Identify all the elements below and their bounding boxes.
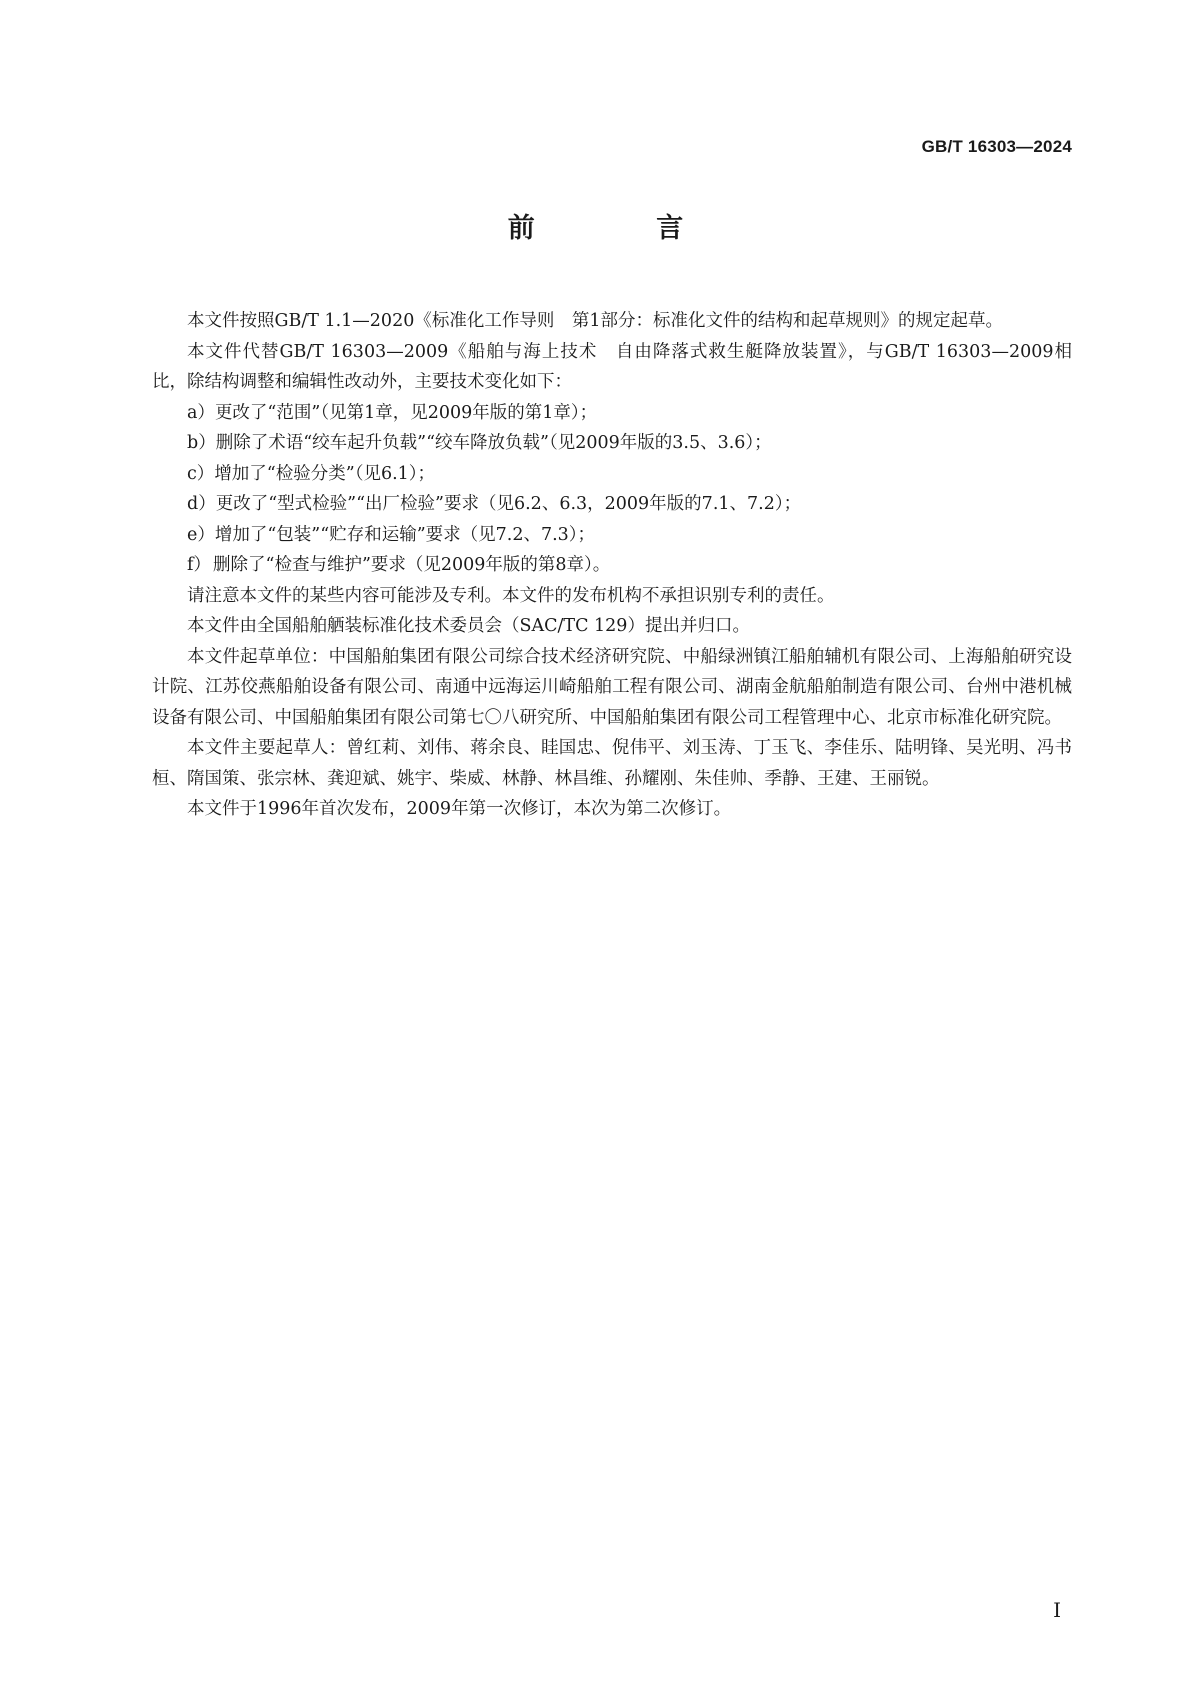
list-item <box>152 459 1072 490</box>
list-item-label: e） <box>187 524 215 545</box>
list-item <box>152 398 1072 429</box>
list-item-text: 增加了“检验分类”（见6.1）； <box>214 463 436 484</box>
list-item-label: a） <box>187 402 215 423</box>
list-item-label: c） <box>187 463 215 484</box>
list-item-text: 更改了“范围”（见第1章，见2009年版的第1章）； <box>214 402 598 423</box>
list-item-label: b） <box>187 433 216 453</box>
list-item-label: f） <box>187 555 211 575</box>
page-title: 前 言 <box>507 213 740 244</box>
list-item-text: 更改了“型式检验”“出厂检验”要求（见6.2、6.3，2009年版的7.1、7.2）； <box>215 494 802 514</box>
page-number: I <box>1053 1598 1061 1622</box>
list-item <box>152 428 1072 459</box>
paragraph-drafters: 本文件主要起草人：曾红莉、刘伟、蒋余良、眭国忠、倪伟平、刘玉涛、丁玉飞、李佳乐、陆明锋、吴光明、冯书桓、隋国策、张宗林、龚迎斌、姚宇、柴威、林静、林昌维、孙耀刚、朱佳帅、季静、王建、王丽锐。 <box>152 738 1072 789</box>
paragraph-replacement: 本文件代替GB/T 16303—2009《船舶与海上技术 自由降落式救生艇降放装置》，与GB/T 16303—2009相比，除结构调整和编辑性改动外，主要技术变化如下： <box>152 341 1072 392</box>
paragraph-proposer: 本文件由全国船舶舾装标准化技术委员会（SAC/TC 129）提出并归口。 <box>187 616 750 636</box>
paragraph-drafting-rules: 本文件按照GB/T 1.1—2020《标准化工作导则 第1部分：标准化文件的结构和起草规则》的规定起草。 <box>187 311 1003 331</box>
paragraph-publication-history: 本文件于1996年首次发布，2009年第一次修订，本次为第二次修订。 <box>187 799 732 819</box>
list-item <box>152 489 1072 520</box>
changes-list <box>152 398 1072 581</box>
list-item-text: 增加了“包装”“贮存和运输”要求（见7.2、7.3）； <box>214 524 596 545</box>
foreword-body <box>152 306 1072 825</box>
paragraph-patent-notice: 请注意本文件的某些内容可能涉及专利。本文件的发布机构不承担识别专利的责任。 <box>187 585 835 606</box>
list-item-text: 删除了术语“绞车起升负载”“绞车降放负载”（见2009年版的3.5、3.6）； <box>215 433 772 453</box>
list-item <box>152 550 1072 581</box>
standard-code-header: GB/T 16303—2024 <box>921 137 1072 156</box>
list-item-label: d） <box>187 494 216 514</box>
paragraph-drafting-organizations: 本文件起草单位：中国船舶集团有限公司综合技术经济研究院、中船绿洲镇江船舶辅机有限公司、上海船舶研究设计院、江苏佼燕船舶设备有限公司、南通中远海运川崎船舶工程有限公司、湖南金航船舶制造有限公司、台州中港机械设备有限公司、中国船舶集团有限公司第七〇八研究所、中国船舶集团有限公司工程管理中心、北京市标准化研究院。 <box>152 646 1072 728</box>
list-item <box>152 520 1072 551</box>
list-item-text: 删除了“检查与维护”要求（见2009年版的第8章）。 <box>213 555 611 575</box>
